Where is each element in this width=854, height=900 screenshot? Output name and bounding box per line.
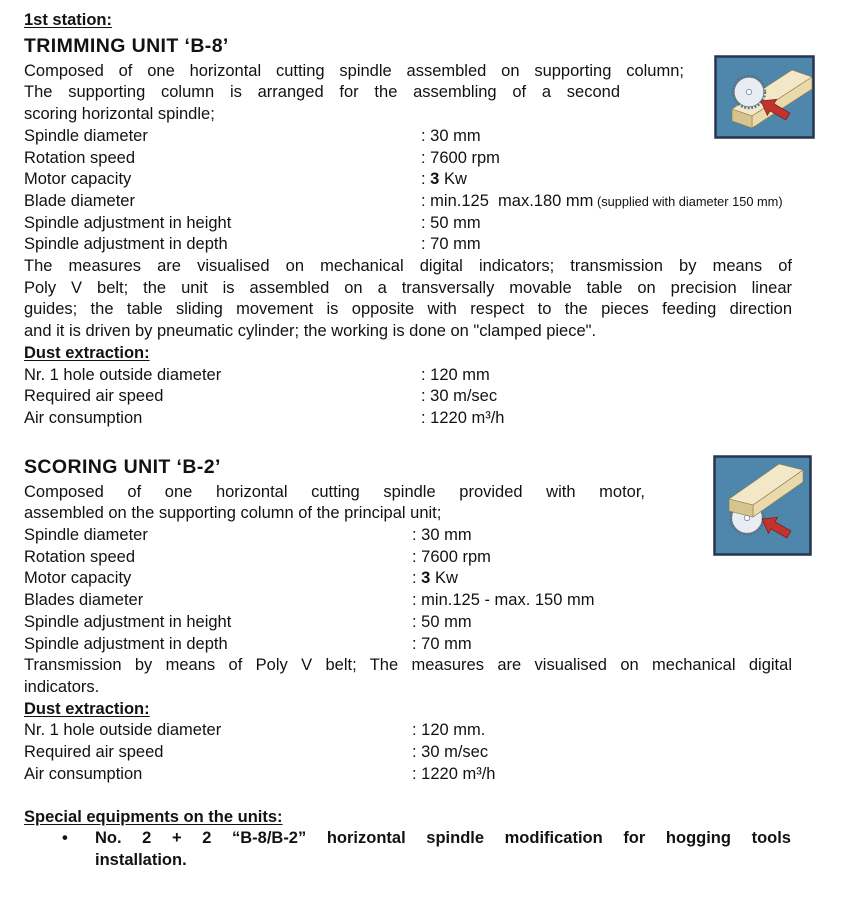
spec-row <box>24 720 838 742</box>
bullet-line: No. 2 + 2 “B-8/B-2” horizontal spindle modification for hogging tools <box>95 829 791 848</box>
trimming-description <box>24 256 792 343</box>
spec-label: Spindle adjustment in height <box>24 612 232 631</box>
spec-row <box>24 386 838 408</box>
spec-label: Air consumption <box>24 764 143 783</box>
spec-value: : 30 mm <box>421 126 481 145</box>
spec-label: Spindle adjustment in depth <box>24 235 228 254</box>
bullet-line: installation. <box>95 850 187 869</box>
spec-label: Nr. 1 hole outside diameter <box>24 365 222 384</box>
spec-row <box>24 365 838 387</box>
spec-value: : min.125 max.180 mm (supplied with diameter 150 mm) <box>421 191 783 210</box>
spec-label: Spindle adjustment in height <box>24 213 232 232</box>
spec-row <box>24 612 838 634</box>
spec-label: Motor capacity <box>24 170 132 189</box>
spec-label: Spindle diameter <box>24 126 148 145</box>
spec-value: : 30 mm <box>412 526 472 545</box>
intro-line: scoring horizontal spindle; <box>24 105 215 124</box>
description-line: Poly V belt; the unit is assembled on a transversally movable table on precision linear <box>24 278 792 297</box>
description-line: indicators. <box>24 677 100 696</box>
intro-line: assembled on the supporting column of the principal unit; <box>24 504 442 523</box>
intro-line: Composed of one horizontal cutting spindle provided with motor, <box>24 482 645 501</box>
spec-value: : 50 mm <box>421 213 481 232</box>
spec-value: : 3 Kw <box>421 170 467 189</box>
spec-label: Air consumption <box>24 408 143 427</box>
spec-row <box>24 169 838 191</box>
spec-row <box>24 191 838 213</box>
dust-extraction-heading: Dust extraction: <box>24 343 150 362</box>
spec-label: Blade diameter <box>24 191 135 210</box>
spec-value: : 70 mm <box>412 634 472 653</box>
spec-note: (supplied with diameter 150 mm) <box>593 193 783 209</box>
spec-label: Required air speed <box>24 743 164 762</box>
spec-label: Rotation speed <box>24 148 135 167</box>
spec-row <box>24 408 838 430</box>
spec-value: : 3 Kw <box>412 569 458 588</box>
spec-row <box>24 234 838 256</box>
spec-label: Required air speed <box>24 387 164 406</box>
trimming-illustration <box>714 55 815 139</box>
spec-row <box>24 590 838 612</box>
spec-label: Blades diameter <box>24 591 144 610</box>
scoring-dust-specs <box>24 720 838 785</box>
spec-row <box>24 742 838 764</box>
spec-label: Rotation speed <box>24 547 135 566</box>
spec-value: : 7600 rpm <box>421 148 500 167</box>
spec-value: : 1220 m³/h <box>412 764 496 783</box>
description-line: Transmission by means of Poly V belt; The measures are visualised on mechanical digital <box>24 656 792 675</box>
spec-value: : 70 mm <box>421 235 481 254</box>
blade-hole <box>746 89 751 94</box>
spec-row <box>24 213 838 235</box>
intro-line: The supporting column is arranged for the assembling of a second <box>24 83 620 102</box>
spec-row <box>24 148 838 170</box>
spec-label: Motor capacity <box>24 569 132 588</box>
bullet-text <box>95 828 791 871</box>
spec-value: : 120 mm. <box>412 721 486 740</box>
spec-row <box>24 764 838 786</box>
spec-value: : 7600 rpm <box>412 547 491 566</box>
spec-value: : min.125 - max. 150 mm <box>412 591 595 610</box>
section-title-scoring: SCORING UNIT ‘B-2’ <box>24 455 221 478</box>
section-title-trimming: TRIMMING UNIT ‘B-8’ <box>24 34 229 57</box>
spec-value: : 120 mm <box>421 365 490 384</box>
spec-row <box>24 568 838 590</box>
scoring-description <box>24 655 792 698</box>
scoring-illustration <box>713 455 812 556</box>
trimming-dust-specs <box>24 365 838 430</box>
intro-line: Composed of one horizontal cutting spindle assembled on supporting column; <box>24 61 684 80</box>
spec-value: : 30 m/sec <box>421 387 498 406</box>
bullet-icon: • <box>62 829 68 848</box>
trimming-specs <box>24 126 838 256</box>
description-line: guides; the table sliding movement is opposite with respect to the pieces feeding direction <box>24 300 792 319</box>
spec-value: : 30 m/sec <box>412 743 489 762</box>
special-equipment-item <box>24 828 838 871</box>
spec-label: Spindle diameter <box>24 526 148 545</box>
description-line: and it is driven by pneumatic cylinder; the working is done on "clamped piece". <box>24 322 597 341</box>
spec-label: Spindle adjustment in depth <box>24 634 228 653</box>
dust-extraction-heading: Dust extraction: <box>24 699 150 718</box>
station-heading: 1st station: <box>24 11 113 29</box>
spec-label: Nr. 1 hole outside diameter <box>24 721 222 740</box>
special-equipments-heading: Special equipments on the units: <box>24 807 283 826</box>
spec-value: : 50 mm <box>412 612 472 631</box>
spec-value: : 1220 m³/h <box>421 408 505 427</box>
spec-row <box>24 634 838 656</box>
description-line: The measures are visualised on mechanical digital indicators; transmission by means of <box>24 257 792 276</box>
